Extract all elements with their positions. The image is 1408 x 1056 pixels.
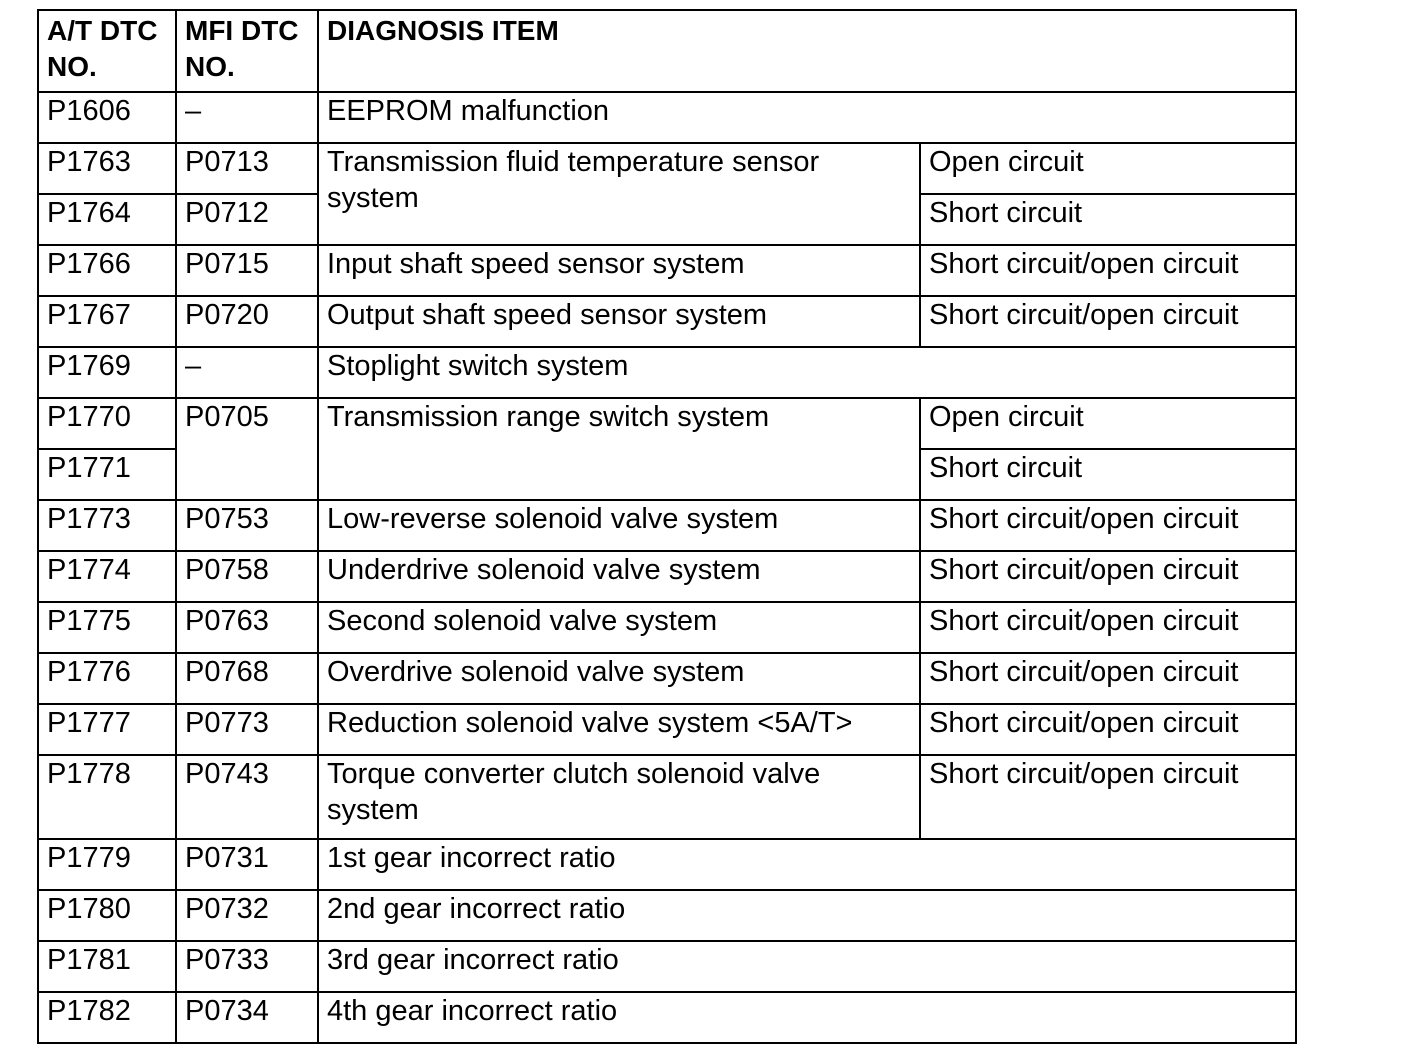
table-row — [38, 92, 1296, 143]
diagnosis-item-cell: Second solenoid valve system — [318, 602, 920, 653]
at-dtc-cell: P1774 — [38, 551, 176, 602]
at-dtc-cell: P1769 — [38, 347, 176, 398]
diagnosis-item-cell: Input shaft speed sensor system — [318, 245, 920, 296]
at-dtc-cell: P1777 — [38, 704, 176, 755]
diagnosis-detail-cell: Short circuit/open circuit — [920, 653, 1296, 704]
diagnosis-item-cell: EEPROM malfunction — [318, 92, 1296, 143]
mfi-dtc-cell: P0732 — [176, 890, 318, 941]
at-dtc-cell: P1780 — [38, 890, 176, 941]
table-row — [38, 704, 1296, 755]
table-row — [38, 551, 1296, 602]
mfi-dtc-cell: P0763 — [176, 602, 318, 653]
diagnosis-item-cell: 1st gear incorrect ratio — [318, 839, 1296, 890]
table-row — [38, 245, 1296, 296]
diagnosis-item-cell: Low-reverse solenoid valve system — [318, 500, 920, 551]
mfi-dtc-cell: P0731 — [176, 839, 318, 890]
diagnosis-detail-cell: Short circuit/open circuit — [920, 500, 1296, 551]
mfi-dtc-cell: P0705 — [176, 398, 318, 500]
diagnosis-item-cell: 4th gear incorrect ratio — [318, 992, 1296, 1043]
diagnosis-item-cell: 2nd gear incorrect ratio — [318, 890, 1296, 941]
header-row — [38, 10, 1296, 92]
at-dtc-cell: P1771 — [38, 449, 176, 500]
diagnosis-detail-cell: Short circuit/open circuit — [920, 755, 1296, 839]
at-dtc-cell: P1779 — [38, 839, 176, 890]
table-row — [38, 143, 1296, 194]
diagnosis-detail-cell: Short circuit/open circuit — [920, 245, 1296, 296]
diagnosis-detail-cell: Short circuit/open circuit — [920, 602, 1296, 653]
diagnosis-item-cell: Output shaft speed sensor system — [318, 296, 920, 347]
mfi-dtc-cell: P0734 — [176, 992, 318, 1043]
table-row — [38, 992, 1296, 1043]
diagnosis-item-cell: Torque converter clutch solenoid valve system — [318, 755, 920, 839]
mfi-dtc-cell: P0773 — [176, 704, 318, 755]
dtc-table — [37, 9, 1297, 1044]
mfi-dtc-cell: P0713 — [176, 143, 318, 194]
diagnosis-item-cell: Reduction solenoid valve system <5A/T> — [318, 704, 920, 755]
header-at-dtc: A/T DTC NO. — [38, 10, 176, 92]
table-row — [38, 296, 1296, 347]
table-row — [38, 941, 1296, 992]
at-dtc-cell: P1776 — [38, 653, 176, 704]
diagnosis-item-cell: Overdrive solenoid valve system — [318, 653, 920, 704]
mfi-dtc-cell: P0712 — [176, 194, 318, 245]
mfi-dtc-cell: – — [176, 92, 318, 143]
table-row — [38, 755, 1296, 839]
mfi-dtc-cell: P0758 — [176, 551, 318, 602]
table-row — [38, 602, 1296, 653]
at-dtc-cell: P1764 — [38, 194, 176, 245]
at-dtc-cell: P1781 — [38, 941, 176, 992]
at-dtc-cell: P1773 — [38, 500, 176, 551]
diagnosis-detail-cell: Short circuit/open circuit — [920, 551, 1296, 602]
table-row — [38, 398, 1296, 449]
at-dtc-cell: P1775 — [38, 602, 176, 653]
at-dtc-cell: P1778 — [38, 755, 176, 839]
diagnosis-item-cell: Transmission fluid temperature sensor system — [318, 143, 920, 245]
diagnosis-detail-cell: Short circuit/open circuit — [920, 704, 1296, 755]
at-dtc-cell: P1770 — [38, 398, 176, 449]
diagnosis-detail-cell: Short circuit — [920, 194, 1296, 245]
table-row — [38, 653, 1296, 704]
table-row — [38, 347, 1296, 398]
mfi-dtc-cell: P0720 — [176, 296, 318, 347]
header-mfi-dtc: MFI DTC NO. — [176, 10, 318, 92]
at-dtc-cell: P1767 — [38, 296, 176, 347]
at-dtc-cell: P1606 — [38, 92, 176, 143]
mfi-dtc-cell: P0715 — [176, 245, 318, 296]
at-dtc-cell: P1782 — [38, 992, 176, 1043]
diagnosis-item-cell: 3rd gear incorrect ratio — [318, 941, 1296, 992]
table-row — [38, 839, 1296, 890]
diagnosis-item-cell: Underdrive solenoid valve system — [318, 551, 920, 602]
mfi-dtc-cell: P0733 — [176, 941, 318, 992]
table-row — [38, 890, 1296, 941]
diagnosis-detail-cell: Open circuit — [920, 143, 1296, 194]
mfi-dtc-cell: P0743 — [176, 755, 318, 839]
mfi-dtc-cell: P0753 — [176, 500, 318, 551]
diagnosis-detail-cell: Short circuit/open circuit — [920, 296, 1296, 347]
at-dtc-cell: P1766 — [38, 245, 176, 296]
diagnosis-detail-cell: Short circuit — [920, 449, 1296, 500]
table-row — [38, 500, 1296, 551]
mfi-dtc-cell: – — [176, 347, 318, 398]
mfi-dtc-cell: P0768 — [176, 653, 318, 704]
diagnosis-item-cell: Transmission range switch system — [318, 398, 920, 500]
diagnosis-item-cell: Stoplight switch system — [318, 347, 1296, 398]
at-dtc-cell: P1763 — [38, 143, 176, 194]
diagnosis-detail-cell: Open circuit — [920, 398, 1296, 449]
header-diagnosis-item: DIAGNOSIS ITEM — [318, 10, 1296, 92]
